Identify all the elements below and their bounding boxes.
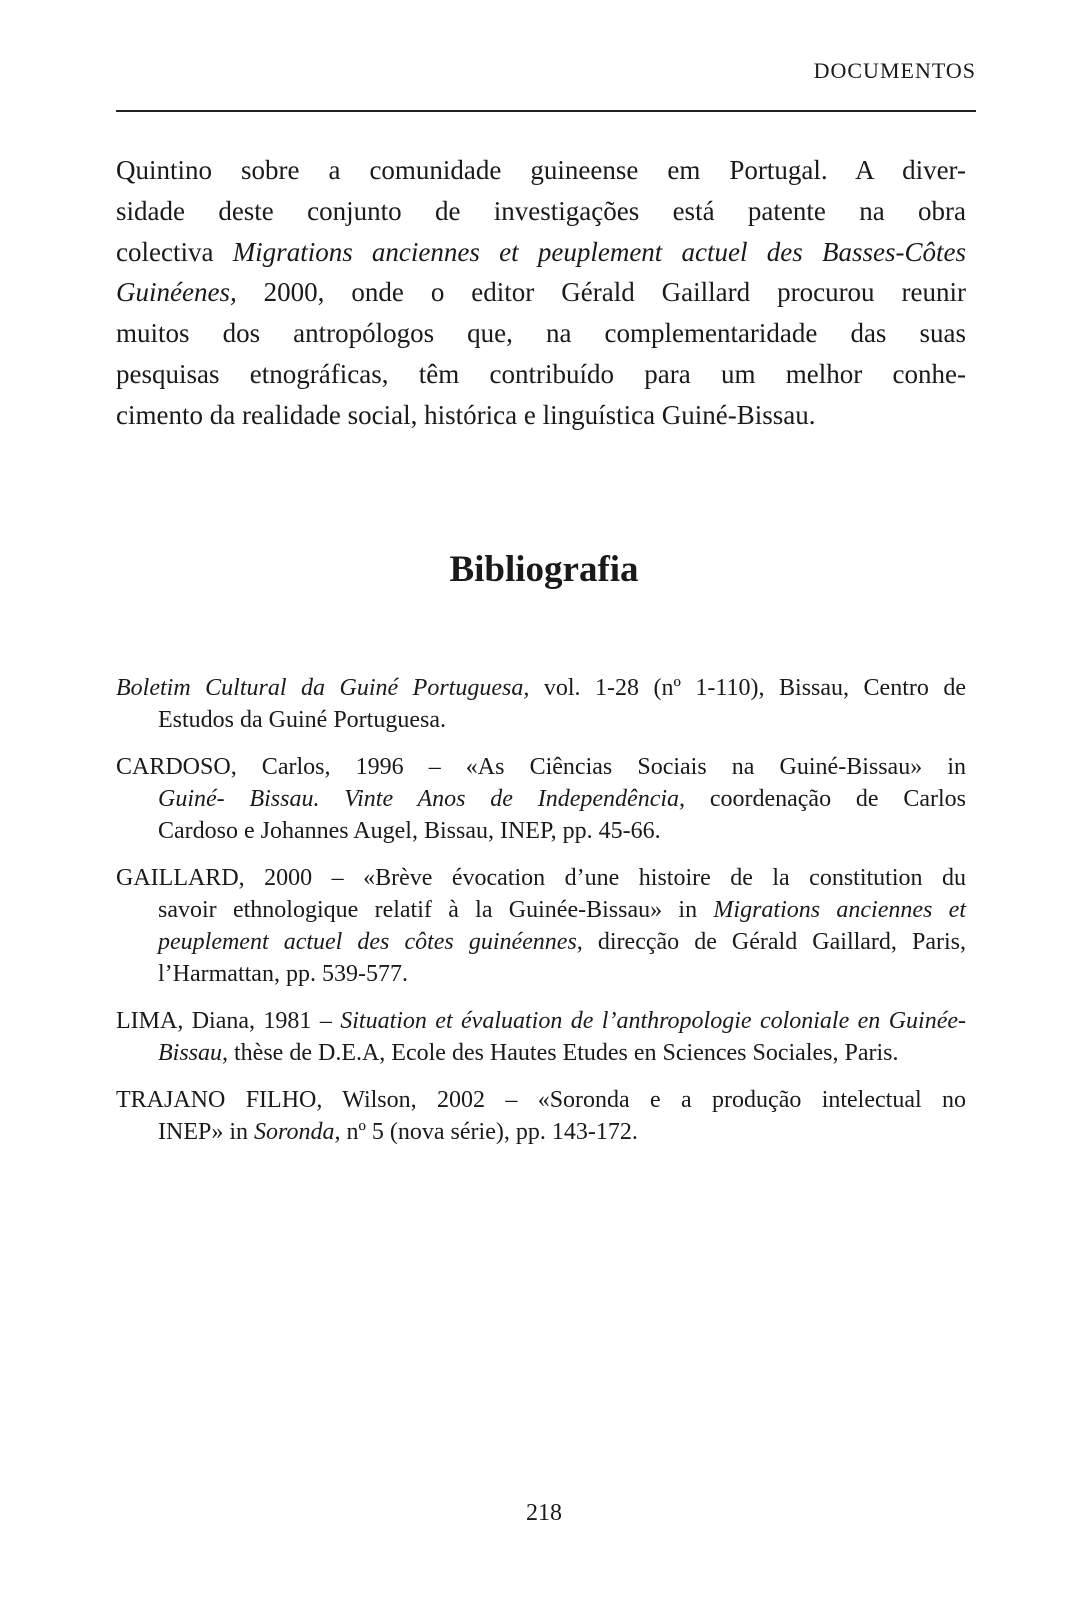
paragraph-line: cimento da realidade social, histórica e linguística Guiné-Bissau. (116, 399, 816, 430)
paragraph-line: Quintino sobre a comunidade guineense em Portugal. A diver- (116, 155, 966, 185)
paragraph-line: pesquisas etnográficas, têm contribuído para um melhor conhe- (116, 358, 966, 389)
bibliography-line: peuplement actuel des côtes guinéennes, direcção de Gérald Gaillard, Paris, (158, 929, 966, 955)
italic-title: Guinéenes, (116, 277, 237, 308)
bibliography-line: savoir ethnologique relatif à la Guinée-Bissau» in Migrations anciennes et (158, 897, 966, 923)
italic-title: Boletim Cultural da Guiné Portuguesa, (116, 675, 530, 701)
bibliography-line: Boletim Cultural da Guiné Portuguesa, vol. 1-28 (nº 1-110), Bissau, Centro de (116, 675, 967, 701)
header-rule (116, 110, 976, 112)
bibliography-line: Estudos da Guiné Portuguesa. (158, 707, 446, 733)
bibliography-line: l’Harmattan, pp. 539-577. (158, 961, 408, 987)
bibliography-line: LIMA, Diana, 1981 – Situation et évaluation de l’anthropologie coloniale en Guinée- (116, 1008, 966, 1034)
bibliography-entry (116, 1084, 966, 1148)
bibliography-line: INEP» in Soronda, nº 5 (nova série), pp. 143-172. (158, 1119, 638, 1145)
bibliography-line: TRAJANO FILHO, Wilson, 2002 – «Soronda e a produção intelectual no (116, 1087, 966, 1113)
paragraph-line: colectiva Migrations anciennes et peuplement actuel des Basses-Côtes (116, 236, 966, 267)
bibliography-line: Bissau, thèse de D.E.A, Ecole des Hautes Etudes en Sciences Sociales, Paris. (158, 1040, 899, 1066)
italic-title: peuplement actuel des côtes guinéennes, (158, 929, 583, 955)
bibliography-entry (116, 672, 966, 736)
paragraph-line: muitos dos antropólogos que, na complementaridade das suas (116, 318, 966, 349)
paragraph-line: sidade deste conjunto de investigações está patente na obra (116, 195, 966, 226)
body-paragraph (116, 150, 966, 436)
bibliography-line: GAILLARD, 2000 – «Brève évocation d’une histoire de la constitution du (116, 865, 966, 891)
italic-title: Bissau, (158, 1040, 229, 1066)
italic-title: Soronda, (254, 1119, 341, 1145)
bibliography-line: Guiné- Bissau. Vinte Anos de Independência, coordenação de Carlos (158, 786, 966, 812)
section-title: Bibliografia (449, 549, 639, 590)
italic-title: Migrations anciennes et peuplement actuel des Basses-Côtes (232, 236, 966, 267)
italic-title: Guiné- Bissau. Vinte Anos de Independência, (158, 786, 686, 812)
bibliography-line: Cardoso e Johannes Augel, Bissau, INEP, pp. 45-66. (158, 818, 661, 844)
bibliography-entry (116, 751, 966, 847)
italic-title: Situation et évaluation de l’anthropologie coloniale en Guinée- (340, 1008, 966, 1034)
paragraph-line: Guinéenes, 2000, onde o editor Gérald Gaillard procurou reunir (116, 277, 966, 308)
running-header: DOCUMENTOS (813, 58, 976, 83)
bibliography-entry (116, 862, 966, 990)
page-number: 218 (526, 1500, 562, 1526)
bibliography-entry (116, 1005, 966, 1069)
bibliography-line: CARDOSO, Carlos, 1996 – «As Ciências Sociais na Guiné-Bissau» in (116, 754, 966, 780)
italic-title: Migrations anciennes et (713, 897, 966, 923)
bibliography-list (116, 672, 966, 1163)
